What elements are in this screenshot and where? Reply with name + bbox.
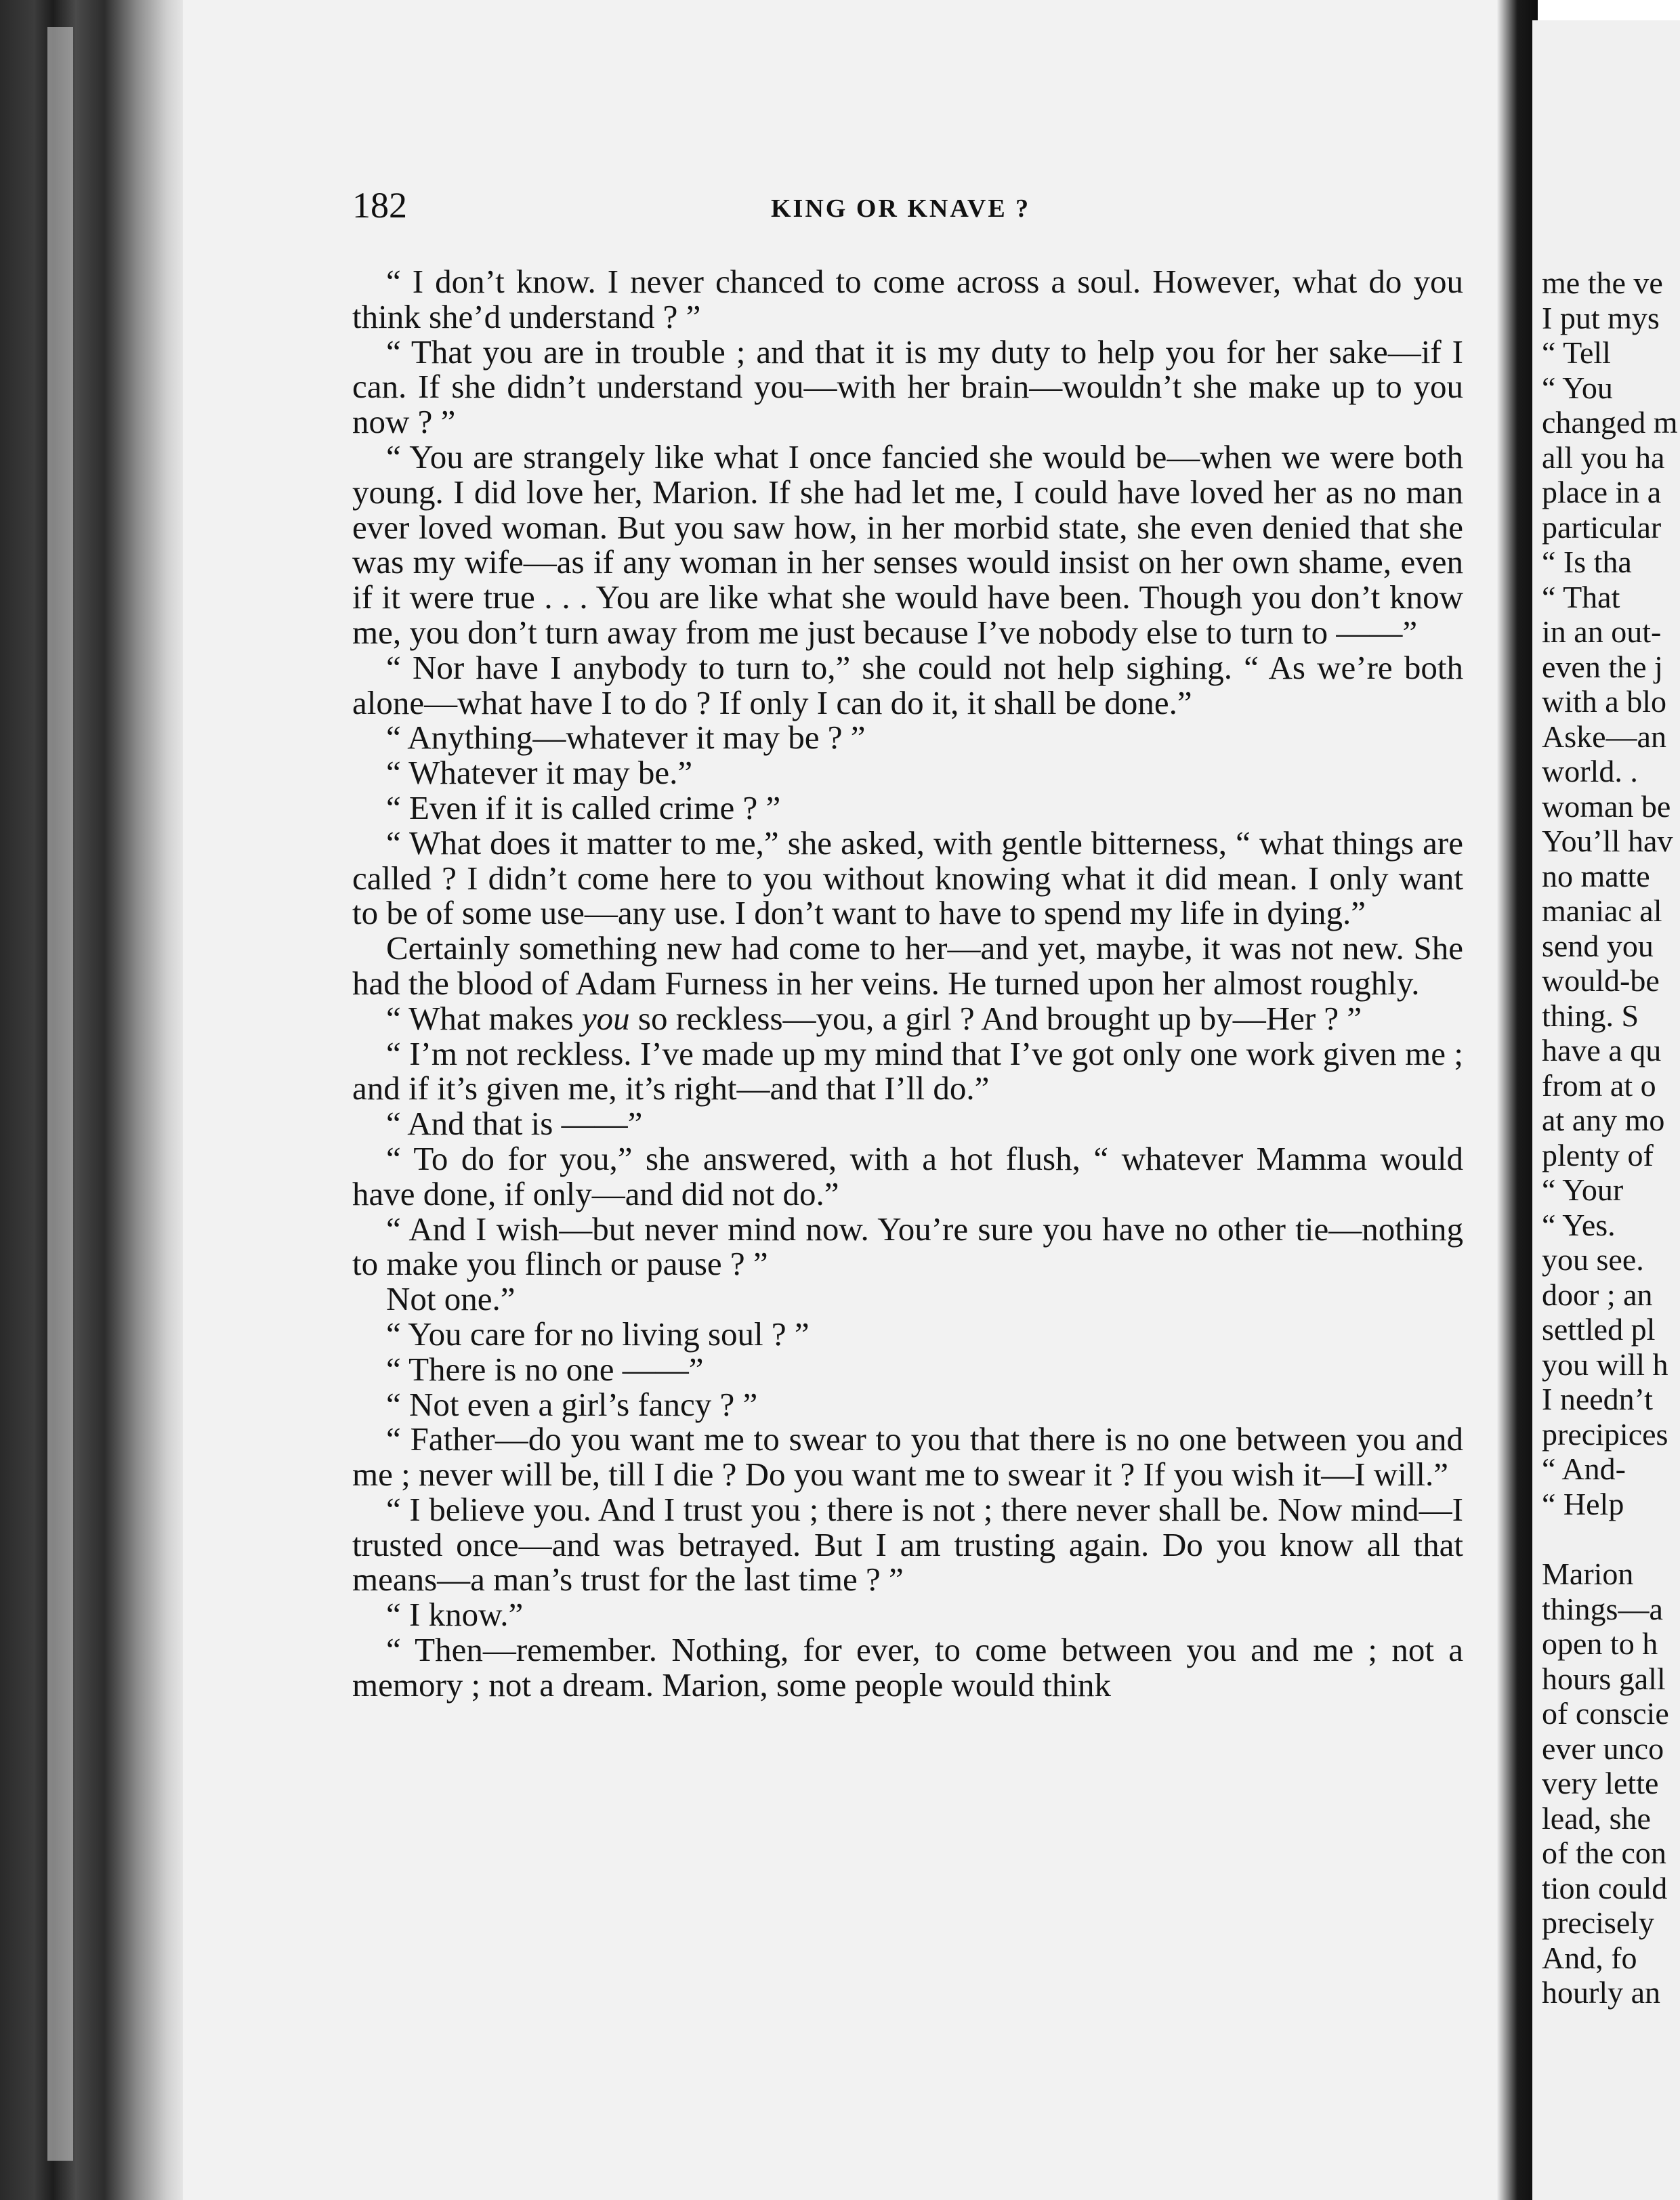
text-line: Marion (1542, 1557, 1634, 1591)
paragraph: “ You are strangely like what I once fancied she would be—when we were both young. I did love her, Marion. If she had let me, I could have loved her as no man ever loved woman. But you saw how, in her morbid state, she even denied that she was my wife—as if any woman in her senses would insist on her own shame, even if it were true . . . You are like what she would have been. Though you don’t know me, you don’t turn away from me just because I’ve nobody else to turn to ——” (352, 438, 1463, 651)
text-line: particular (1542, 509, 1662, 545)
paragraph: Not one.” (386, 1280, 516, 1318)
text-line: very lette (1542, 1766, 1659, 1800)
text-line: with a blo (1542, 684, 1666, 719)
text-line: “ Tell (1542, 335, 1611, 370)
text-line: plenty of (1542, 1137, 1654, 1172)
text-line (1542, 1521, 1680, 1557)
text-line: lead, she (1542, 1800, 1651, 1836)
text-line: you see. (1542, 1242, 1644, 1277)
text-line: from at o (1542, 1067, 1656, 1103)
emphasis: you (581, 999, 630, 1037)
paragraph: “ What does it matter to me,” she asked, with gentle bitterness, “ what things are called ? I didn’t come here to you without knowing what it did mean. I only want to be of some use—any use. I don’t want to have to spend my life in dying.” (352, 824, 1463, 932)
text-line: I put mys (1542, 300, 1660, 335)
text-line: things—a (1542, 1591, 1663, 1626)
text-line: I needn’t (1542, 1382, 1653, 1416)
text-line: ever unco (1542, 1731, 1664, 1766)
text-line: “ Is tha (1542, 545, 1632, 579)
page-number: 182 (352, 185, 407, 226)
text-line: maniac al (1542, 893, 1662, 928)
text-line: You’ll hav (1542, 824, 1673, 858)
page-gutter (1497, 0, 1538, 2200)
paragraph: “ I believe you. And I trust you ; there is not ; there never shall be. Now mind—I trusted once—and was betrayed. But I am trusting again. Do you know all that means—a man’s trust for the last time ? ” (352, 1490, 1463, 1599)
running-head: KING OR KNAVE ? (771, 194, 1031, 223)
paragraph: “ Nor have I anybody to turn to,” she could not help sighing. “ As we’re both alone—what have I to do ? If only I can do it, it shall be done.” (352, 648, 1463, 721)
text-line: world. . (1542, 754, 1638, 788)
text-line: door ; an (1542, 1277, 1653, 1312)
paragraph: “ I don’t know. I never chanced to come across a soul. However, what do you think she’d understand ? ” (352, 263, 1463, 335)
book-spine (0, 0, 190, 2200)
text-line: “ You (1542, 370, 1613, 405)
text-line: Aske—an (1542, 719, 1666, 754)
paragraph: “ Then—remember. Nothing, for ever, to come between you and me ; not a memory ; not a dream. Marion, some people would think (352, 1631, 1463, 1704)
text-line: at any mo (1542, 1103, 1665, 1137)
text-line: woman be (1542, 788, 1671, 824)
text-line: no matte (1542, 858, 1650, 893)
text-line: thing. S (1542, 998, 1639, 1033)
text-line: “ That (1542, 579, 1620, 614)
right-page (1532, 20, 1680, 2200)
paragraph: Certainly something new had come to her—and yet, maybe, it was not new. She had the blood of Adam Furness in her veins. He turned upon her almost roughly. (352, 929, 1463, 1002)
text-line: “ Yes. (1542, 1207, 1616, 1242)
text-line: And, fo (1542, 1940, 1637, 1975)
right-page-text (1542, 266, 1680, 2010)
paragraph: “ I know.” (386, 1596, 524, 1634)
paragraph: “ I’m not reckless. I’ve made up my mind that I’ve got only one work given me ; and if it’s given me, it’s right—and that I’ll do.” (352, 1034, 1463, 1107)
paragraph: “ Father—do you want me to swear to you that there is no one between you and me ; never will be, till I die ? Do you want me to swear it ? If you wish it—I will.” (352, 1420, 1463, 1494)
text-line: send you (1542, 928, 1654, 963)
paragraph: “ Even if it is called crime ? ” (386, 788, 781, 826)
text-line: of the con (1542, 1836, 1666, 1870)
paragraph: “ And that is ——” (386, 1105, 643, 1143)
text-line: even the j (1542, 649, 1663, 684)
text-line: in an out- (1542, 614, 1662, 649)
text-line: precipices (1542, 1416, 1668, 1452)
paragraph: “ That you are in trouble ; and that it is my duty to help you for her sake—if I can. If she didn’t understand you—with her brain—wouldn’t she make up to you now ? ” (352, 333, 1463, 441)
paragraph: “ There is no one ——” (386, 1350, 704, 1388)
text-line: of conscie (1542, 1696, 1669, 1731)
text-line: “ And- (1542, 1452, 1626, 1486)
text-line: place in a (1542, 475, 1662, 509)
text-line: changed m (1542, 405, 1678, 440)
text-line: “ Your (1542, 1172, 1624, 1207)
text-line: hours gall (1542, 1661, 1666, 1696)
text-line: me the ve (1542, 266, 1663, 300)
text-line: you will h (1542, 1347, 1668, 1382)
text-line: tion could (1542, 1870, 1668, 1905)
paragraph: “ To do for you,” she answered, with a hot flush, “ whatever Mamma would have done, if only—and did not do.” (352, 1139, 1463, 1212)
left-page-text (352, 264, 1463, 1703)
text-line: settled pl (1542, 1312, 1656, 1347)
paragraph: “ You care for no living soul ? ” (386, 1315, 810, 1353)
text-line: would-be (1542, 963, 1660, 998)
paragraph: “ Anything—whatever it may be ? ” (386, 719, 866, 757)
paragraph: “ And I wish—but never mind now. You’re sure you have no other tie—nothing to make you flinch or pause ? ” (352, 1210, 1463, 1283)
text-line: “ Help (1542, 1486, 1624, 1521)
text-line: hourly an (1542, 1975, 1661, 2010)
text-line: open to h (1542, 1626, 1658, 1661)
spine-page-edges (47, 27, 73, 2161)
paragraph: “ Whatever it may be.” (386, 754, 693, 792)
text-line: have a qu (1542, 1033, 1662, 1067)
text-line: all you ha (1542, 440, 1665, 475)
paragraph: “ What makes you so reckless—you, a girl ? And brought up by—Her ? ” (386, 999, 1362, 1037)
text-line: precisely (1542, 1905, 1655, 1940)
paragraph: “ Not even a girl’s fancy ? ” (386, 1385, 758, 1423)
